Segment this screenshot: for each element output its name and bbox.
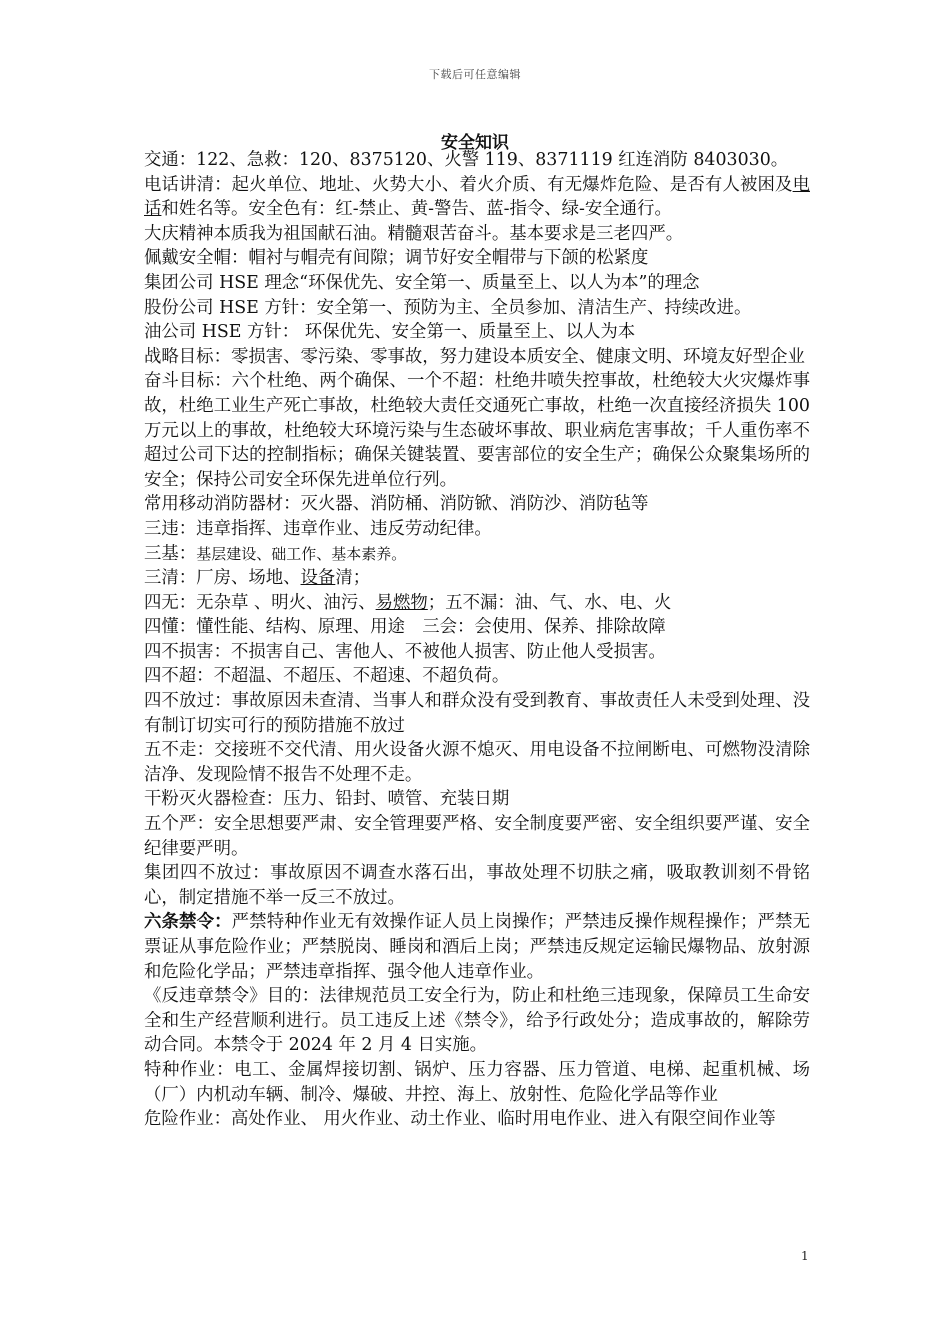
text-run: 四无：无杂草 、明火、油污、 <box>144 592 376 613</box>
paragraph-three-violations: 三违：违章指挥、违章作业、违反劳动纪律。 <box>144 518 492 539</box>
text-run-small: 基层建设、础工作、基本素养。 <box>196 544 407 563</box>
paragraph-four-none <box>144 591 810 616</box>
text-run: 电话讲清：起火单位、地址、火势大小、着火介质、有无爆炸危险、是否有人被困及 <box>144 174 793 195</box>
paragraph-company-hse: 股份公司 HSE 方针：安全第一、预防为主、全员参加、清洁生产、持续改进。 <box>144 297 752 318</box>
text-run: 和姓名等。安全色有：红-禁止、黄-警告、蓝-指令、绿-安全通行。 <box>161 199 672 220</box>
paragraph-dangerous-operations: 危险作业：高处作业、 用火作业、动土作业、临时用电作业、进入有限空间作业等 <box>144 1109 776 1130</box>
paragraph-group-hse: 集团公司 HSE 理念“环保优先、安全第一、质量至上、以人为本”的理念 <box>144 272 700 293</box>
paragraph-fire-equipment: 常用移动消防器材：灭火器、消防桶、消防锨、消防沙、消防毡等 <box>144 494 649 515</box>
paragraph-three-clean <box>144 566 810 591</box>
paragraph-strategic-goal: 战略目标：零损害、零污染、零事故，努力建设本质安全、健康文明、环境友好型企业 <box>144 346 805 367</box>
document-body <box>144 148 810 1132</box>
text-run: 清； <box>335 568 371 589</box>
paragraph-three-basics <box>144 542 810 567</box>
paragraph-four-no-harm: 四不损害：不损害自己、害他人、不被他人损害、防止他人受损害。 <box>144 641 666 662</box>
paragraph-five-strict: 五个严：安全思想要严肃、安全管理要严格、安全制度要严密、安全组织要严谨、安全纪律要严明。 <box>144 814 810 859</box>
paragraph-oil-hse: 油公司 HSE 方针： 环保优先、安全第一、质量至上、以人为本 <box>144 322 636 343</box>
paragraph-four-not-let-go: 四不放过：事故原因未查清、当事人和群众没有受到教育、事故责任人未受到处理、没有制订切实可行的预防措施不放过 <box>144 691 810 736</box>
underlined-text: 设备 <box>300 568 336 589</box>
underlined-text: 易燃物 <box>375 592 428 613</box>
underlined-text: 电话 <box>144 174 810 220</box>
text-run: 三清：厂房、场地、 <box>144 568 301 589</box>
document-title: 安全知识 <box>441 133 509 153</box>
paragraph-helmet: 佩戴安全帽：帽衬与帽壳有间隙；调节好安全帽带与下颌的松紧度 <box>144 248 649 269</box>
paragraph-five-not-leave: 五不走：交接班不交代清、用火设备火源不熄灭、用电设备不拉闸断电、可燃物没清除洁净、发现险情不报告不处理不走。 <box>144 740 810 785</box>
text-run: ；五不漏：油、气、水、电、火 <box>427 592 672 613</box>
paragraph-anti-violation: 《反违章禁令》目的：法律规范员工安全行为，防止和杜绝三违现象，保障员工生命安全和生产经营顺利进行。员工违反上述《禁令》，给予行政处分；造成事故的，解除劳动合同。本禁令于 2024 年 2 月 4 日实施。 <box>144 986 810 1056</box>
page-header: 下载后可任意编辑 <box>429 68 521 81</box>
paragraph-six-prohibitions <box>144 910 810 984</box>
paragraph-group-four-not-let-go: 集团四不放过：事故原因不调查水落石出，事故处理不切肤之痛，吸取教训刻不骨铭心，制定措施不举一反三不放过。 <box>144 863 810 908</box>
paragraph-struggle-goal: 奋斗目标：六个杜绝、两个确保、一个不超：杜绝井喷失控事故，杜绝较大火灾爆炸事故，杜绝工业生产死亡事故，杜绝较大责任交通死亡事故，杜绝一次直接经济损失 100 万元以上的事故，杜绝较大环境污染与生态破坏事故、职业病危害事故；千人重伤率不超过公司下达的控制指标；确保关键装置、要害部位的安全生产；确保公众聚集场所的安全；保持公司安全环保先进单位行列。 <box>144 371 810 490</box>
text-run: 三基： <box>144 543 197 564</box>
paragraph-four-no-exceed: 四不超：不超温、不超压、不超速、不超负荷。 <box>144 666 510 687</box>
paragraph-phone-report <box>144 173 810 222</box>
paragraph-daqing-spirit: 大庆精神本质我为祖国献石油。精髓艰苦奋斗。基本要求是三老四严。 <box>144 223 684 244</box>
paragraph-emergency-numbers: 交通：122、急救：120、8375120、火警 119、8371119 红连消防 8403030。 <box>144 150 789 170</box>
paragraph-extinguisher-check: 干粉灭火器检查：压力、铅封、喷管、充装日期 <box>144 789 510 810</box>
bold-heading: 六条禁令： <box>144 912 232 933</box>
paragraph-special-operations: 特种作业：电工、金属焊接切割、锅炉、压力容器、压力管道、电梯、起重机械、场（厂）内机动车辆、制冷、爆破、井控、海上、放射性、危险化学品等作业 <box>144 1059 810 1105</box>
paragraph-four-understand: 四懂：懂性能、结构、原理、用途 三会：会使用、保养、排除故障 <box>144 617 666 638</box>
page-number: 1 <box>801 1249 809 1263</box>
text-run: 严禁特种作业无有效操作证人员上岗操作；严禁违反操作规程操作；严禁无票证从事危险作业；严禁脱岗、睡岗和酒后上岗；严禁违反规定运输民爆物品、放射源和危险化学品；严禁违章指挥、强令他人违章作业。 <box>144 912 810 982</box>
